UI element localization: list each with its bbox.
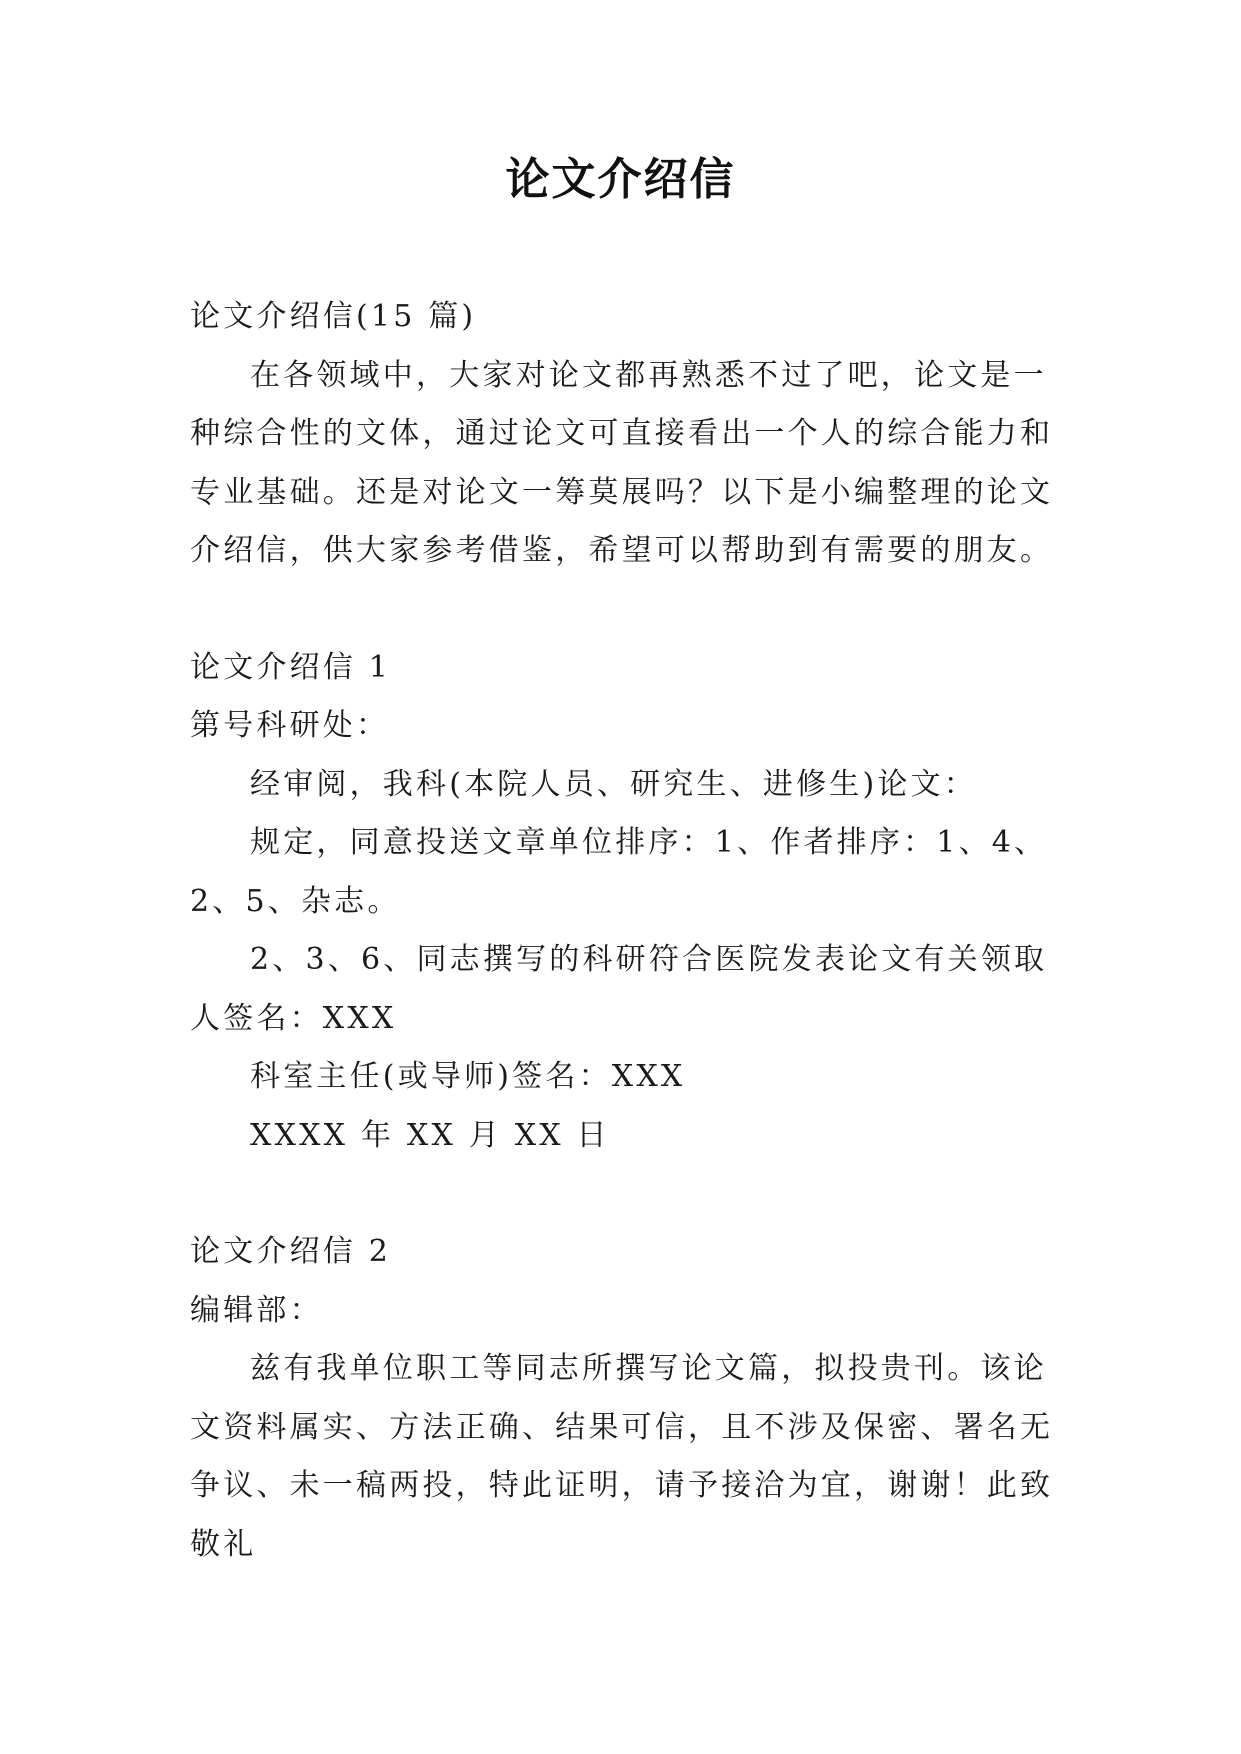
intro-heading: 论文介绍信(15 篇) [190,299,477,334]
intro-paragraph: 在各领域中，大家对论文都再熟悉不过了吧，论文是一种综合性的文体，通过论文可直接看出一个人的综合能力和专业基础。还是对论文一筹莫展吗？以下是小编整理的论文介绍信，供大家参考借鉴，希望可以帮助到有需要的朋友。 [190,357,1054,568]
letter1-salutation: 第号科研处： [190,708,390,743]
letter2-paragraph-1: 兹有我单位职工等同志所撰写论文篇，拟投贵刊。该论文资料属实、方法正确、结果可信，且不涉及保密、署名无争议、未一稿两投，特此证明，请予接洽为宜，谢谢！此致敬礼 [190,1351,1054,1562]
letter1-paragraph-2: 规定，同意投送文章单位排序：1、作者排序：1、4、2、5、杂志。 [190,825,1048,919]
letter2-salutation: 编辑部： [190,1292,323,1328]
letter1-heading: 论文介绍信 1 [190,649,392,685]
letter2-heading: 论文介绍信 2 [190,1234,392,1269]
letter1-paragraph-3: 2、3、6、同志撰写的科研符合医院发表论文有关领取人签名：XXX [190,942,1048,1036]
letter1-paragraph-1: 经审阅，我科(本院人员、研究生、进修生)论文： [250,766,978,802]
document-title: 论文介绍信 [505,154,736,205]
document-body [190,288,1060,1574]
letter1-signature: 科室主任(或导师)签名：XXX [250,1059,686,1094]
letter1-date: XXXX 年 XX 月 XX 日 [250,1117,610,1153]
